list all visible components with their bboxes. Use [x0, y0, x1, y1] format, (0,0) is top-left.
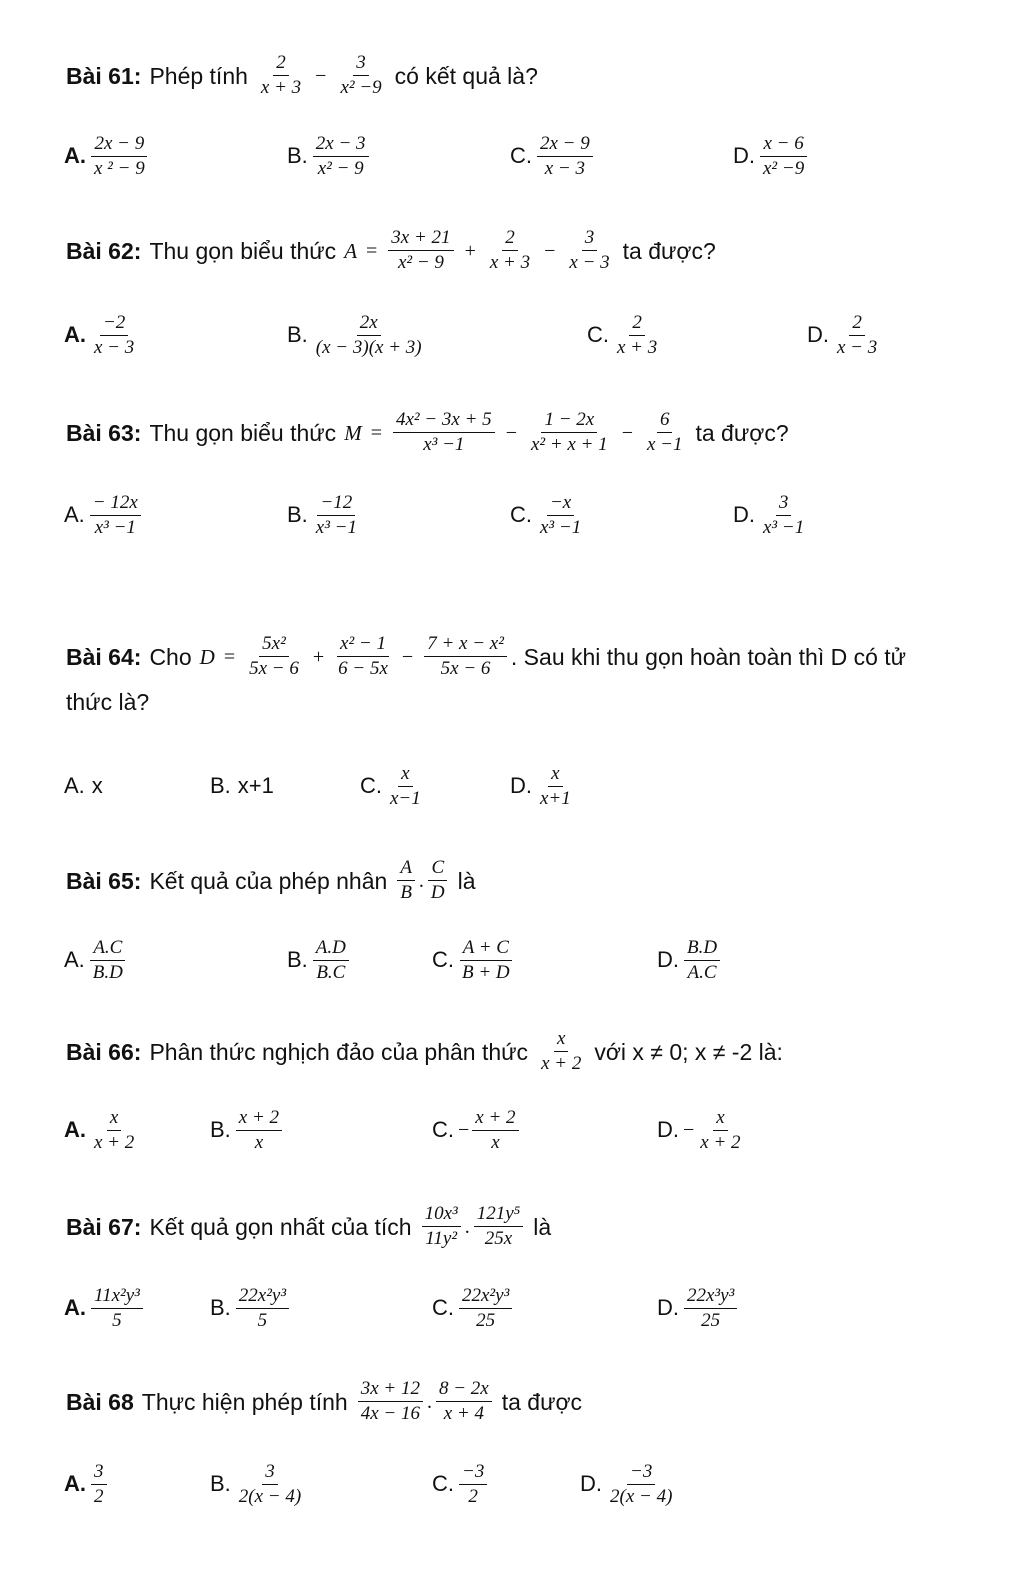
denominator: x − 3 — [544, 157, 586, 179]
numerator: 22x²y³ — [236, 1285, 289, 1309]
question-64 — [66, 633, 906, 680]
numerator: 2x − 3 — [313, 133, 369, 157]
option-b[interactable] — [287, 932, 351, 988]
question-title: Bài 63: — [66, 419, 142, 446]
question-text-end: ta được? — [622, 237, 716, 264]
denominator: 5x − 6 — [249, 658, 299, 679]
numerator: x − 6 — [760, 133, 806, 157]
denominator: x + 2 — [541, 1053, 582, 1074]
numerator: x — [107, 1107, 121, 1131]
numerator: 2x − 9 — [91, 133, 147, 157]
option-label: D. — [807, 322, 829, 347]
denominator: 2(x − 4) — [238, 1485, 302, 1507]
numerator: 2 — [273, 52, 289, 76]
question-62 — [66, 227, 716, 274]
option-label: D. — [580, 1471, 602, 1496]
fraction — [537, 133, 593, 180]
denominator: 5 — [112, 1309, 122, 1331]
option-label: A. — [64, 1471, 86, 1496]
operator: − — [315, 64, 327, 87]
fraction — [459, 1285, 512, 1332]
option-label: A. — [64, 322, 86, 347]
option-label: B. — [287, 502, 308, 527]
fraction — [459, 1461, 487, 1508]
denominator: x − 3 — [837, 336, 878, 358]
denominator: x³ −1 — [763, 516, 805, 538]
denominator: x³ −1 — [423, 434, 465, 455]
numerator: 2 — [629, 312, 645, 336]
option-d[interactable] — [733, 487, 809, 543]
numerator: 22x³y³ — [684, 1285, 737, 1309]
question-text: Kết quả của phép nhân — [149, 867, 388, 894]
option-d[interactable] — [510, 758, 576, 814]
option-a[interactable] — [64, 307, 139, 363]
denominator: x−1 — [390, 787, 421, 809]
fraction — [236, 1107, 282, 1154]
minus-sign: − — [683, 1118, 695, 1141]
fraction — [428, 857, 448, 904]
fraction — [313, 312, 425, 359]
options-67 — [0, 1280, 1024, 1336]
fraction — [684, 1285, 737, 1332]
fraction — [422, 1203, 461, 1250]
option-a[interactable] — [64, 1456, 109, 1512]
option-b[interactable] — [287, 128, 371, 184]
denominator: x³ −1 — [540, 516, 582, 538]
fraction — [258, 52, 304, 99]
fraction — [459, 937, 513, 984]
denominator: 5x − 6 — [440, 658, 491, 679]
fraction — [90, 937, 126, 984]
fraction — [388, 227, 453, 274]
fraction — [537, 492, 584, 539]
variable: M — [344, 420, 362, 445]
option-label: C. — [360, 773, 382, 798]
operator: + — [312, 645, 325, 668]
denominator: x + 2 — [700, 1131, 741, 1153]
denominator: 2 — [94, 1485, 104, 1507]
question-title: Bài 66: — [66, 1038, 142, 1065]
question-title: Bài 62: — [66, 237, 142, 264]
denominator: x³ −1 — [94, 516, 136, 538]
option-d[interactable] — [657, 932, 722, 988]
fraction — [91, 1285, 143, 1332]
denominator: x³ −1 — [315, 516, 357, 538]
question-text: Thu gọn biểu thức — [149, 237, 337, 264]
denominator: x + 3 — [260, 77, 302, 98]
numerator: 10x³ — [422, 1203, 461, 1227]
denominator: x + 2 — [94, 1131, 135, 1153]
fraction — [472, 1107, 518, 1154]
operator: = — [223, 645, 236, 668]
question-text-end: với x ≠ 0; x ≠ -2 là: — [594, 1038, 783, 1065]
denominator: x² + x + 1 — [530, 434, 608, 455]
question-text-end: ta được — [501, 1388, 583, 1415]
denominator: (x − 3)(x + 3) — [315, 336, 422, 358]
question-text: thức là? — [66, 689, 150, 715]
option-a[interactable] — [64, 128, 150, 184]
option-label: C. — [510, 143, 532, 168]
fraction — [436, 1378, 492, 1425]
fraction — [313, 937, 349, 984]
operator: . — [418, 869, 424, 892]
question-text: Phân thức nghịch đảo của phân thức — [149, 1038, 529, 1065]
numerator: 3 — [262, 1461, 278, 1485]
numerator: 2x — [357, 312, 381, 336]
option-c[interactable] — [510, 487, 586, 543]
operator: − — [505, 421, 517, 444]
question-67 — [66, 1203, 551, 1250]
option-c[interactable] — [432, 1456, 489, 1512]
option-d[interactable] — [807, 307, 882, 363]
fraction — [424, 633, 507, 680]
fraction — [387, 763, 424, 810]
numerator: x + 2 — [472, 1107, 518, 1131]
option-b[interactable] — [210, 1456, 306, 1512]
denominator: A.C — [687, 961, 717, 983]
question-text-end: là — [533, 1213, 552, 1240]
option-a[interactable] — [64, 758, 103, 814]
numerator: A.C — [90, 937, 125, 961]
fraction — [246, 633, 302, 680]
fraction — [236, 1285, 289, 1332]
option-b[interactable] — [210, 1102, 284, 1158]
fraction — [335, 633, 391, 680]
denominator: x + 3 — [617, 336, 658, 358]
operator: . — [426, 1390, 432, 1413]
numerator: 22x²y³ — [459, 1285, 512, 1309]
fraction — [91, 312, 137, 359]
fraction — [528, 409, 611, 456]
question-text: Thu gọn biểu thức — [149, 419, 337, 446]
options-62 — [0, 307, 1024, 363]
denominator: B.C — [316, 961, 346, 983]
option-c[interactable] — [432, 932, 515, 988]
options-68 — [0, 1456, 1024, 1512]
denominator: x² −9 — [340, 77, 382, 98]
operator: − — [621, 421, 633, 444]
numerator: 8 − 2x — [436, 1378, 492, 1402]
numerator: 3 — [91, 1461, 107, 1485]
variable: A — [344, 238, 358, 263]
fraction — [537, 763, 574, 810]
options-64 — [0, 758, 1024, 814]
numerator: 1 − 2x — [541, 409, 597, 433]
numerator: −2 — [100, 312, 128, 336]
numerator: 2 — [849, 312, 865, 336]
option-label: B. — [210, 773, 231, 798]
options-66 — [0, 1102, 1024, 1158]
option-label: A. — [64, 143, 86, 168]
question-66 — [66, 1028, 783, 1075]
option-label: B. — [287, 947, 308, 972]
option-b[interactable] — [287, 487, 362, 543]
numerator: x² − 1 — [337, 633, 389, 657]
option-label: B. — [287, 322, 308, 347]
option-a[interactable] — [64, 487, 143, 543]
question-text-end: là — [457, 867, 476, 894]
numerator: x — [713, 1107, 727, 1131]
numerator: − 12x — [90, 492, 141, 516]
denominator: x² − 9 — [317, 157, 364, 179]
denominator: x −1 — [646, 434, 683, 455]
fraction — [614, 312, 660, 359]
option-label: C. — [587, 322, 609, 347]
fraction — [313, 133, 369, 180]
fraction — [393, 409, 495, 456]
option-b[interactable] — [210, 1280, 291, 1336]
denominator: B.D — [92, 961, 123, 983]
fraction — [697, 1107, 743, 1154]
option-label: A. — [64, 1117, 86, 1142]
options-61 — [0, 128, 1024, 184]
fraction — [566, 227, 612, 274]
option-d[interactable] — [657, 1280, 739, 1336]
numerator: A.D — [313, 937, 349, 961]
operator: + — [464, 239, 476, 262]
denominator: x + 4 — [443, 1403, 484, 1424]
denominator: x² − 9 — [397, 252, 444, 273]
option-label: C. — [432, 947, 454, 972]
denominator: 4x − 16 — [360, 1403, 420, 1424]
numerator: −3 — [627, 1461, 655, 1485]
option-label: C. — [432, 1117, 454, 1142]
question-text-end: ta được? — [695, 419, 789, 446]
numerator: 3x + 12 — [358, 1378, 423, 1402]
option-label: A. — [64, 947, 85, 972]
option-label: D. — [733, 502, 755, 527]
numerator: 3x + 21 — [388, 227, 453, 251]
denominator: 25x — [484, 1228, 513, 1249]
question-title: Bài 67: — [66, 1213, 142, 1240]
denominator: B + D — [462, 961, 510, 983]
option-b[interactable] — [287, 307, 427, 363]
fraction — [313, 492, 360, 539]
operator: − — [401, 645, 414, 668]
question-text: Kết quả gọn nhất của tích — [149, 1213, 412, 1240]
fraction — [90, 492, 141, 539]
question-64-line2 — [66, 687, 149, 717]
numerator: x + 2 — [236, 1107, 282, 1131]
question-text-end: có kết quả là? — [394, 62, 538, 89]
numerator: −12 — [317, 492, 355, 516]
option-label: D. — [510, 773, 532, 798]
question-text: Phép tính — [149, 62, 248, 89]
option-d[interactable] — [733, 128, 809, 184]
denominator: 25 — [476, 1309, 496, 1331]
numerator: 2x − 9 — [537, 133, 593, 157]
fraction — [474, 1203, 524, 1250]
numerator: 4x² − 3x + 5 — [393, 409, 495, 433]
minus-sign: − — [458, 1118, 470, 1141]
numerator: 6 — [657, 409, 673, 433]
fraction — [760, 133, 807, 180]
denominator: 5 — [257, 1309, 268, 1331]
option-label: D. — [657, 1295, 679, 1320]
fraction — [358, 1378, 423, 1425]
denominator: 2 — [468, 1485, 478, 1507]
fraction — [91, 133, 148, 180]
option-d[interactable] — [657, 1102, 746, 1158]
operator: . — [464, 1215, 470, 1238]
fraction — [236, 1461, 304, 1508]
fraction — [337, 52, 384, 99]
option-c[interactable] — [360, 758, 426, 814]
fraction — [834, 312, 880, 359]
option-d[interactable] — [580, 1456, 677, 1512]
numerator: 3 — [776, 492, 792, 516]
option-label: D. — [657, 947, 679, 972]
numerator: 2 — [502, 227, 518, 251]
numerator: 3 — [353, 52, 369, 76]
fraction — [397, 857, 415, 904]
numerator: 5x² — [259, 633, 289, 657]
denominator: x + 3 — [489, 252, 531, 273]
option-b[interactable] — [210, 758, 274, 814]
numerator: B.D — [684, 937, 720, 961]
denominator: x² −9 — [763, 157, 805, 179]
option-c[interactable] — [432, 1102, 521, 1158]
numerator: 7 + x − x² — [424, 633, 507, 657]
operator: = — [370, 421, 382, 444]
denominator: x − 3 — [94, 336, 135, 358]
option-value: x+1 — [237, 773, 274, 798]
denominator: 25 — [701, 1309, 721, 1331]
fraction — [91, 1107, 137, 1154]
option-label: B. — [210, 1471, 231, 1496]
denominator: 2(x − 4) — [610, 1485, 673, 1507]
numerator: A + C — [460, 937, 512, 961]
numerator: C — [428, 857, 447, 881]
option-c[interactable] — [510, 128, 595, 184]
option-a[interactable] — [64, 1280, 145, 1336]
option-a[interactable] — [64, 932, 128, 988]
options-63 — [0, 487, 1024, 543]
option-label: C. — [432, 1295, 454, 1320]
question-68 — [66, 1378, 582, 1425]
numerator: 3 — [582, 227, 598, 251]
option-label: A. — [64, 773, 85, 798]
fraction — [684, 937, 720, 984]
numerator: x — [548, 763, 562, 787]
question-63 — [66, 409, 789, 456]
option-label: B. — [210, 1295, 231, 1320]
numerator: x — [554, 1028, 568, 1052]
options-65 — [0, 932, 1024, 988]
question-title: Bài 61: — [66, 62, 142, 89]
option-label: D. — [733, 143, 755, 168]
denominator: 6 − 5x — [338, 658, 388, 679]
option-a[interactable] — [64, 1102, 139, 1158]
operator: − — [544, 239, 556, 262]
option-c[interactable] — [432, 1280, 514, 1336]
option-label: C. — [510, 502, 532, 527]
option-label: D. — [657, 1117, 679, 1142]
fraction — [644, 409, 686, 456]
denominator: x — [254, 1131, 264, 1153]
denominator: x+1 — [540, 787, 571, 809]
option-label: A. — [64, 502, 85, 527]
question-text-end: . Sau khi thu gọn hoàn toàn thì D có tử — [510, 643, 907, 670]
denominator: B — [400, 882, 412, 903]
denominator: x ² − 9 — [94, 157, 145, 179]
numerator: A — [397, 857, 415, 881]
operator: = — [366, 239, 378, 262]
question-61 — [66, 52, 538, 99]
numerator: 11x²y³ — [91, 1285, 143, 1309]
question-text: Cho — [149, 643, 192, 670]
fraction — [607, 1461, 675, 1508]
variable: D — [199, 644, 215, 669]
option-value: x — [91, 773, 103, 798]
option-label: B. — [210, 1117, 231, 1142]
question-text: Thực hiện phép tính — [141, 1388, 348, 1415]
denominator: D — [430, 882, 445, 903]
option-c[interactable] — [587, 307, 662, 363]
question-title: Bài 68 — [66, 1388, 134, 1415]
numerator: x — [398, 763, 412, 787]
denominator: 11y² — [425, 1228, 458, 1249]
option-label: B. — [287, 143, 308, 168]
denominator: x − 3 — [569, 252, 610, 273]
question-title: Bài 65: — [66, 867, 142, 894]
numerator: −x — [547, 492, 574, 516]
numerator: −3 — [459, 1461, 487, 1485]
numerator: 121y⁵ — [474, 1203, 524, 1227]
fraction — [91, 1461, 107, 1508]
option-label: C. — [432, 1471, 454, 1496]
question-title: Bài 64: — [66, 643, 142, 670]
fraction — [487, 227, 533, 274]
option-label: A. — [64, 1295, 86, 1320]
fraction — [760, 492, 807, 539]
fraction — [538, 1028, 584, 1075]
question-65 — [66, 857, 476, 904]
denominator: x — [491, 1131, 500, 1153]
